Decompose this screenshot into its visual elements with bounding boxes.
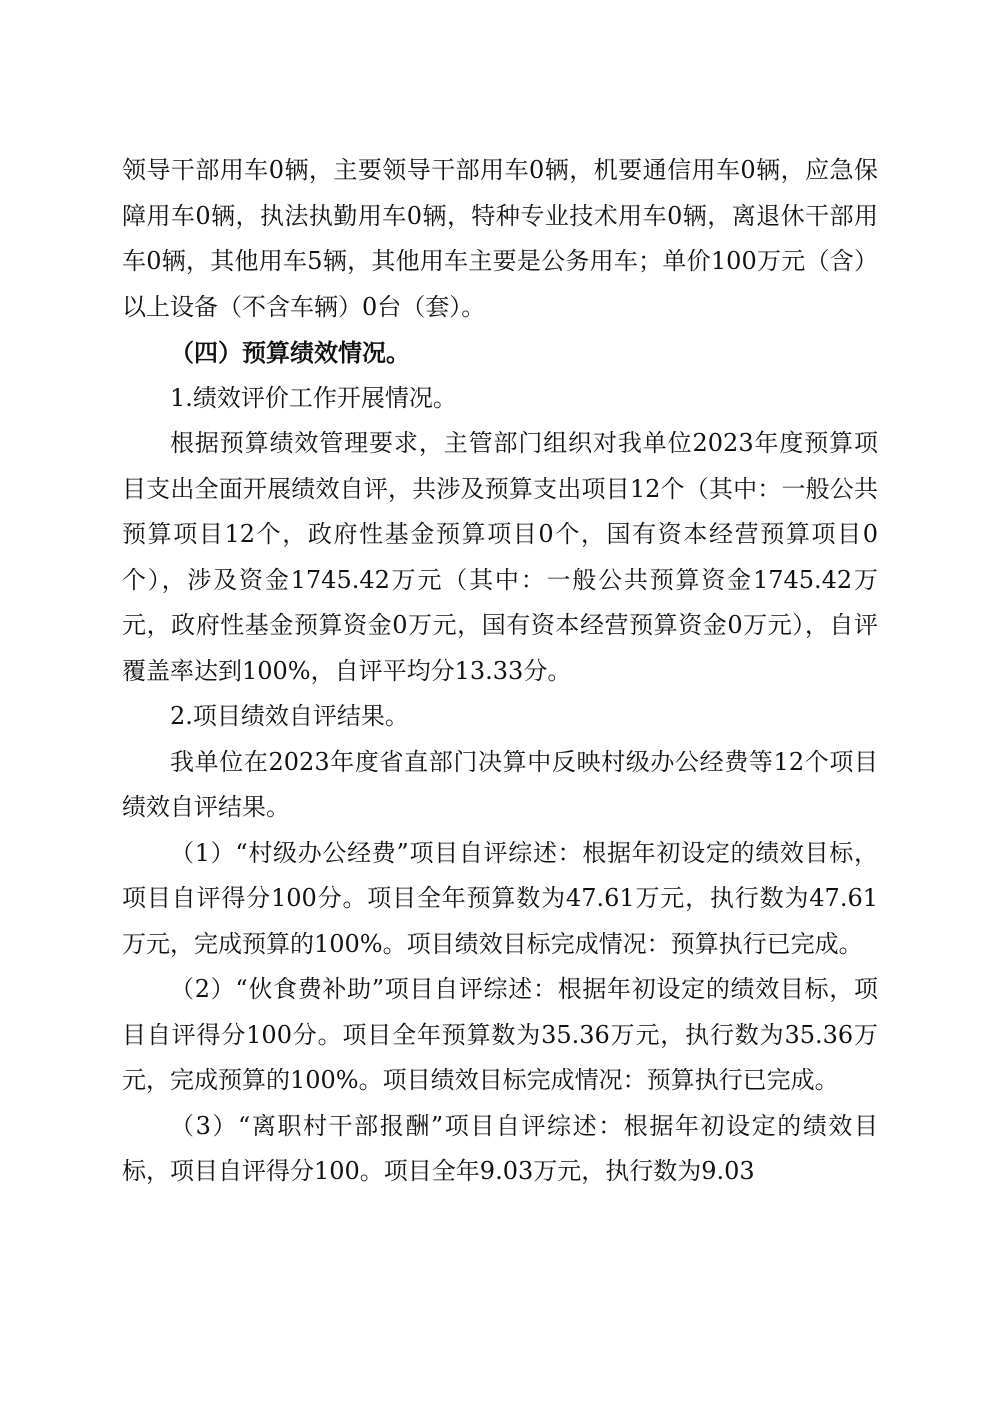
paragraph-item-2: （2）“伙食费补助”项目自评综述：根据年初设定的绩效目标，项目自评得分100分。项目全年预算数为35.36万元，执行数为35.36万元，完成预算的100%。项目绩效目标完成情况：预算执行已完成。 xyxy=(122,975,878,1094)
paragraph-vehicle-summary: 领导干部用车0辆，主要领导干部用车0辆，机要通信用车0辆，应急保障用车0辆，执法执勤用车0辆，特种专业技术用车0辆，离退休干部用车0辆，其他用车5辆，其他用车主要是公务用车；单价100万元（含）以上设备（不含车辆）0台（套）。 xyxy=(122,156,878,321)
paragraph-results-intro: 我单位在2023年度省直部门决算中反映村级办公经费等12个项目绩效自评结果。 xyxy=(122,747,878,821)
paragraph-item-1: （1）“村级办公经费”项目自评综述：根据年初设定的绩效目标，项目自评得分100分。项目全年预算数为47.61万元，执行数为47.61万元，完成预算的100%。项目绩效目标完成情况：预算执行已完成。 xyxy=(122,838,878,958)
paragraph-item-3: （3）“离职村干部报酬”项目自评综述：根据年初设定的绩效目标，项目自评得分100。项目全年9.03万元，执行数为9.03 xyxy=(122,1111,878,1185)
paragraph-evaluation-overview: 根据预算绩效管理要求，主管部门组织对我单位2023年度预算项目支出全面开展绩效自评，共涉及预算支出项目12个（其中：一般公共预算项目12个，政府性基金预算项目0个，国有资本经营预算项目0个），涉及资金1745.42万元（其中：一般公共预算资金1745.42万元，政府性基金预算资金0万元，国有资本经营预算资金0万元），自评覆盖率达到100%，自评平均分13.33分。 xyxy=(122,429,878,685)
document-body xyxy=(122,148,878,1195)
section-heading-budget-performance: （四）预算绩效情况。 xyxy=(170,338,410,367)
subheading-evaluation-work: 1.绩效评价工作开展情况。 xyxy=(170,383,457,412)
subheading-self-evaluation-results: 2.项目绩效自评结果。 xyxy=(170,702,409,730)
